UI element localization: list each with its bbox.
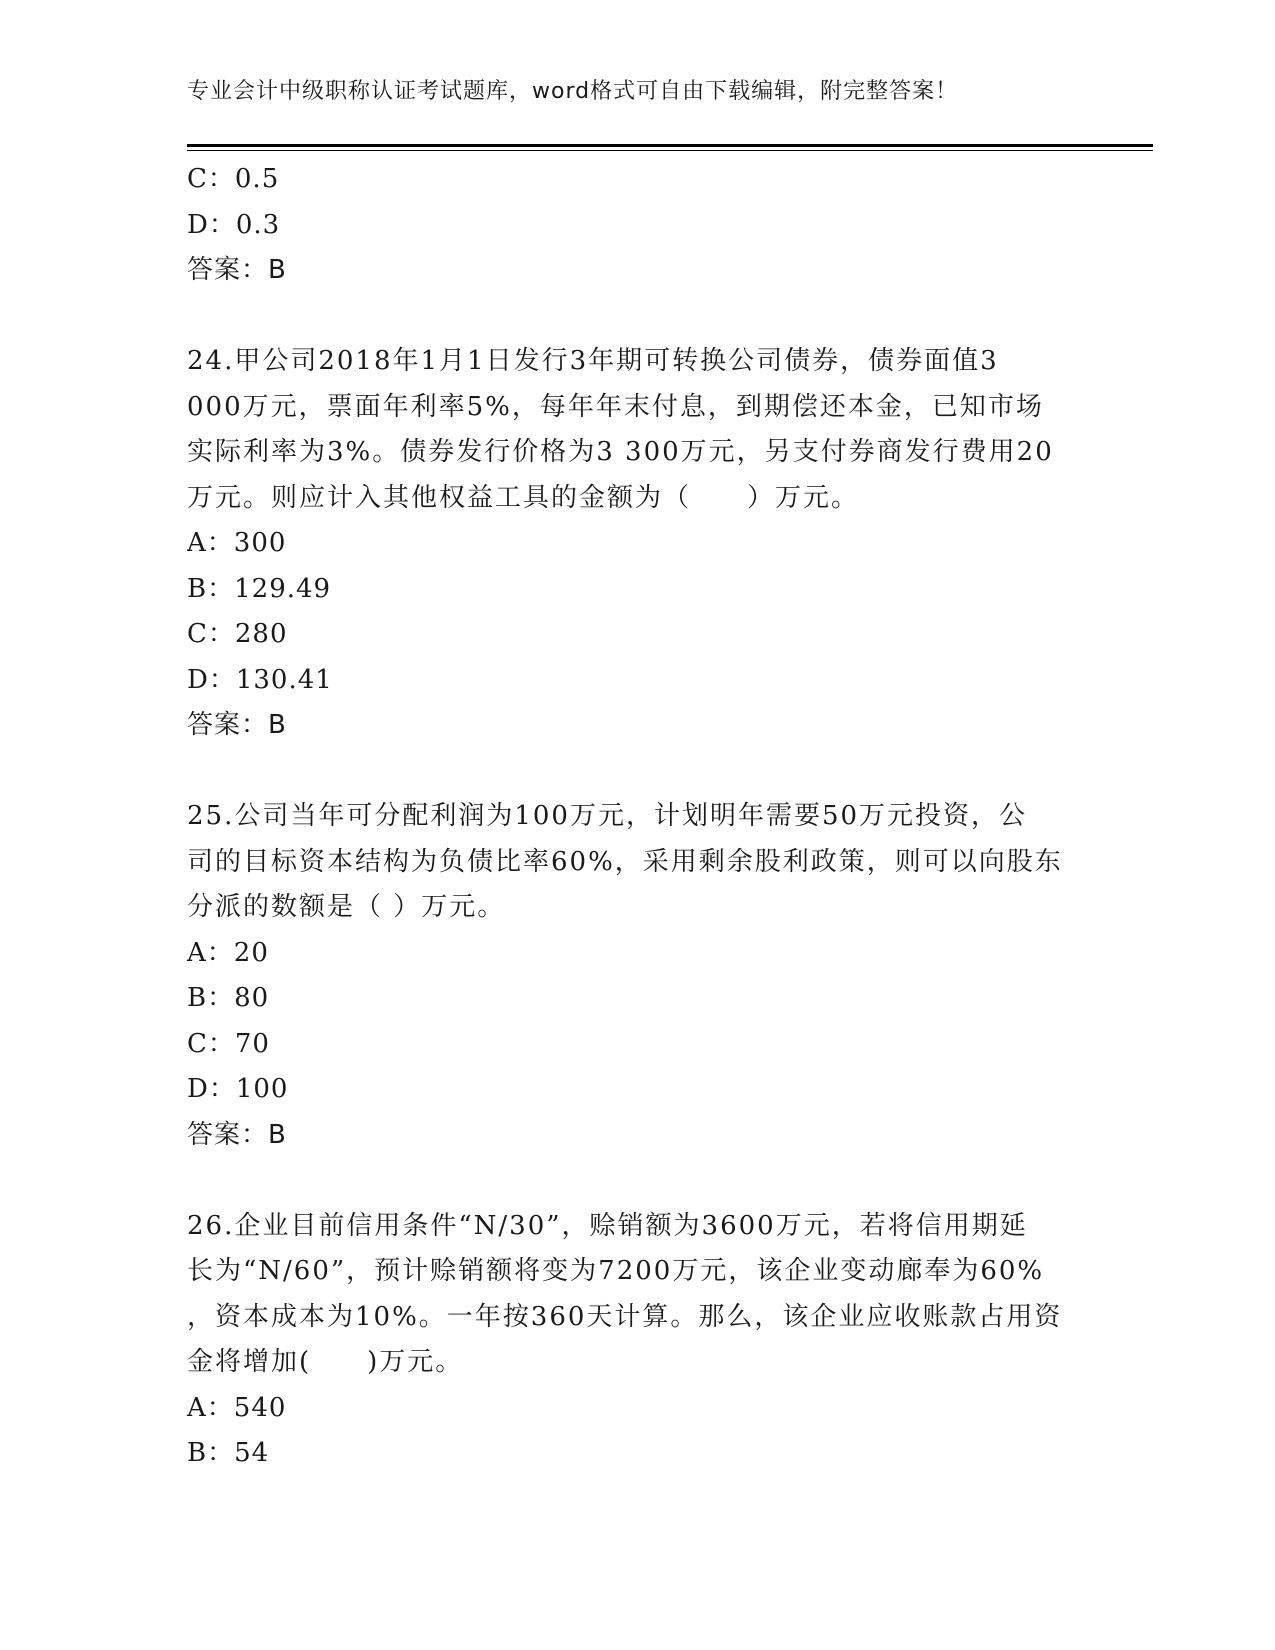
option-line: D：130.41 xyxy=(187,664,333,695)
options-25 xyxy=(187,931,1087,1159)
option-line: B：54 xyxy=(187,1438,270,1468)
question-text-line: 分派的数额是（ ）万元。 xyxy=(187,892,506,922)
question-text-line: 000万元，票面年利率5%，每年年末付息，到期偿还本金，已知市场 xyxy=(187,391,1044,422)
answer-line: 答案：B xyxy=(187,1119,287,1150)
option-line: D：100 xyxy=(187,1074,289,1104)
prev-question-tail xyxy=(187,157,1087,294)
question-text-line: 24.甲公司2018年1月1日发行3年期可转换公司债券，债券面值3 xyxy=(187,346,999,376)
option-line: A：20 xyxy=(187,937,269,968)
spacer xyxy=(187,749,1087,795)
options-24 xyxy=(187,521,1087,749)
options-26 xyxy=(187,1386,1087,1477)
question-24 xyxy=(187,339,1087,521)
option-line: B：129.49 xyxy=(187,573,332,604)
question-text-line: 26.企业目前信用条件“N/30”，赊销额为3600万元，若将信用期延 xyxy=(187,1210,1028,1241)
answer-line: 答案：B xyxy=(187,710,287,740)
question-text-line: ，资本成本为10%。一年按360天计算。那么，该企业应收账款占用资 xyxy=(187,1301,1063,1332)
spacer xyxy=(187,1158,1087,1204)
option-line: A：540 xyxy=(187,1392,287,1423)
document-body xyxy=(187,157,1087,1477)
answer-line: 答案：B xyxy=(187,255,287,285)
header-rule xyxy=(187,144,1153,147)
option-line: B：80 xyxy=(187,983,270,1013)
question-text-line: 25.公司当年可分配利润为100万元，计划明年需要50万元投资，公 xyxy=(187,801,1028,831)
option-line: C：70 xyxy=(187,1028,270,1059)
question-text-line: 金将增加( )万元。 xyxy=(187,1347,464,1377)
option-line: C：280 xyxy=(187,619,288,649)
spacer xyxy=(187,294,1087,340)
question-text-line: 实际利率为3%。债券发行价格为3 300万元，另支付券商发行费用20 xyxy=(187,437,1054,467)
option-line: C：0.5 xyxy=(187,164,280,194)
question-text-line: 司的目标资本结构为负债比率60%，采用剩余股利政策，则可以向股东 xyxy=(187,846,1063,877)
question-text-line: 万元。则应计入其他权益工具的金额为（ ）万元。 xyxy=(187,482,860,513)
question-text-line: 长为“N/60”，预计赊销额将变为7200万元，该企业变动廊奉为60% xyxy=(187,1256,1045,1286)
page-header: 专业会计中级职称认证考试题库，word格式可自由下载编辑，附完整答案！ xyxy=(187,79,959,104)
question-25 xyxy=(187,794,1087,931)
header-rule-thin xyxy=(187,150,1153,151)
option-line: D：0.3 xyxy=(187,209,281,240)
question-26 xyxy=(187,1204,1087,1386)
option-line: A：300 xyxy=(187,528,287,558)
